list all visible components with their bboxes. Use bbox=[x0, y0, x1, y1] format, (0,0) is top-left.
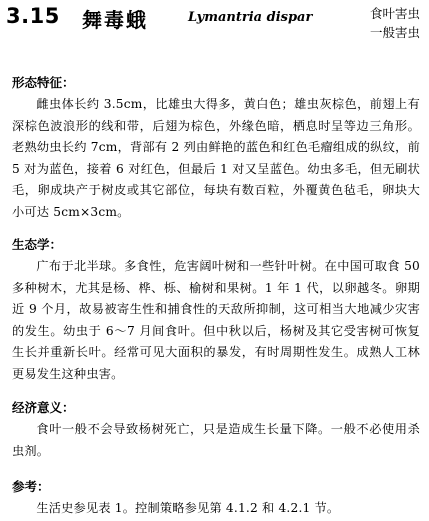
section-ecology bbox=[12, 236, 420, 385]
section-heading: 形态特征： bbox=[12, 75, 75, 90]
species-name-cn: 舞毒蛾 bbox=[82, 8, 148, 32]
page-header bbox=[6, 4, 424, 44]
section-text: 生活史参见表 1。控制策略参见第 4.1.2 和 4.2.1 节。 bbox=[36, 501, 340, 515]
section-morphology bbox=[12, 74, 420, 223]
section-text: 食叶一般不会导致杨树死亡，只是造成生长量下降。一般不必使用杀虫剂。 bbox=[12, 422, 420, 458]
section-heading: 参考： bbox=[12, 479, 50, 494]
pest-category-type: 食叶害虫 bbox=[369, 6, 420, 21]
section-number: 3.15 bbox=[6, 4, 60, 28]
species-name-latin: Lymantria dispar bbox=[188, 10, 313, 25]
pest-category-severity: 一般害虫 bbox=[369, 25, 420, 40]
section-reference bbox=[12, 478, 420, 520]
section-economic-significance bbox=[12, 399, 420, 462]
section-heading: 经济意义： bbox=[12, 400, 75, 415]
pest-category bbox=[370, 4, 420, 42]
section-text: 广布于北半球。多食性，危害阔叶树和一些针叶树。在中国可取食 50 多种树木，尤其是杨、桦、栎、榆树和果树。1 年 1 代，以卵越冬。卵期近 9 个月，故易被寄生性和捕食性的天敌所抑制，这可相当大地减少灾害的发生。幼虫于 6～7 月间食叶。但中秋以后，杨树及其它受害树可恢复生长并重新长叶。经常可见大面积的暴发，有时周期性发生。成熟人工林更易发生这种虫害。 bbox=[12, 259, 420, 381]
section-text: 雌虫体长约 3.5cm，比雄虫大得多，黄白色；雄虫灰棕色，前翅上有深棕色波浪形的线和带，后翅为棕色，外缘色暗，栖息时呈等边三角形。老熟幼虫长约 7cm，背部有 2 列由鲜艳的蓝色和红色毛瘤组成的纵纹，前 5 对为蓝色，接着 6 对红色，但最后 1 对又呈蓝色。幼虫多毛，但无刷状毛，卵成块产于树皮或其它部位，每块有数百粒，外覆黄色毡毛，卵块大小可达 5cm×3cm。 bbox=[12, 97, 420, 219]
section-heading: 生态学： bbox=[12, 237, 63, 252]
